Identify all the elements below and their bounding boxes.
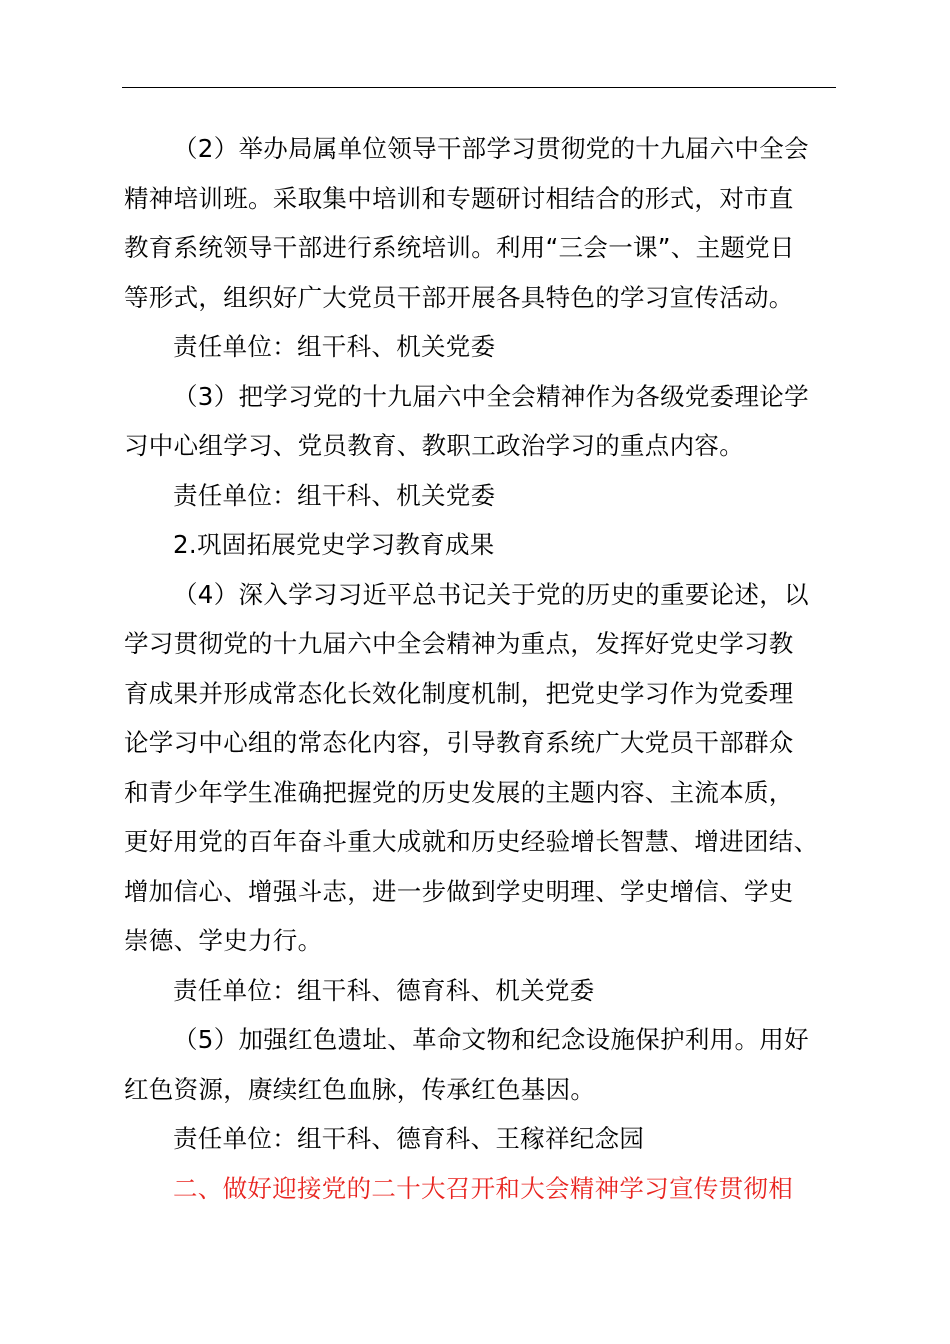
- paragraph-item-5: [124, 1015, 836, 1114]
- text-line: 崇德、学史力行。: [124, 926, 323, 955]
- text-line: 责任单位：组干科、德育科、机关党委: [173, 975, 595, 1005]
- text-line: 和青少年学生准确把握党的历史发展的主题内容、主流本质，: [124, 777, 794, 807]
- text-line: 责任单位：组干科、机关党委: [173, 332, 496, 361]
- text-line: 习中心组学习、党员教育、教职工政治学习的重点内容。: [124, 431, 744, 460]
- paragraph-item-2: [124, 124, 836, 322]
- text-line: 2.巩固拓展党史学习教育成果: [173, 530, 495, 559]
- text-line: （2）举办局属单位领导干部学习贯彻党的十九届六中全会: [173, 134, 809, 163]
- subheading: [124, 520, 836, 570]
- paragraph-item-3: [124, 372, 836, 471]
- header-rule: [122, 87, 836, 88]
- responsibility-line: [124, 1114, 836, 1164]
- text-line: 责任单位：组干科、机关党委: [173, 480, 496, 510]
- document-body: [124, 124, 836, 1213]
- text-line: 更好用党的百年奋斗重大成就和历史经验增长智慧、增进团结、: [124, 827, 819, 856]
- text-line: 责任单位：组干科、德育科、王稼祥纪念园: [173, 1124, 645, 1153]
- text-line: （3）把学习党的十九届六中全会精神作为各级党委理论学: [173, 381, 809, 411]
- paragraph-item-4: [124, 570, 836, 966]
- text-line: 教育系统领导干部进行系统培训。利用“三会一课”、主题党日: [124, 233, 795, 262]
- responsibility-line: [124, 471, 836, 521]
- responsibility-line: [124, 322, 836, 372]
- text-line: 育成果并形成常态化长效化制度机制，把党史学习作为党委理: [124, 678, 794, 708]
- text-line: 学习贯彻党的十九届六中全会精神为重点，发挥好党史学习教: [124, 629, 794, 658]
- text-line: 精神培训班。采取集中培训和专题研讨相结合的形式，对市直: [124, 183, 794, 213]
- text-line: 二、做好迎接党的二十大召开和大会精神学习宣传贯彻相: [173, 1173, 793, 1203]
- text-line: 增加信心、增强斗志，进一步做到学史明理、学史增信、学史: [124, 876, 794, 906]
- text-line: （5）加强红色遗址、革命文物和纪念设施保护利用。用好: [173, 1025, 809, 1054]
- text-line: 红色资源，赓续红色血脉，传承红色基因。: [124, 1074, 596, 1104]
- text-line: 论学习中心组的常态化内容，引导教育系统广大党员干部群众: [124, 728, 794, 757]
- text-line: 等形式，组织好广大党员干部开展各具特色的学习宣传活动。: [124, 282, 794, 312]
- responsibility-line: [124, 966, 836, 1016]
- text-line: （4）深入学习习近平总书记关于党的历史的重要论述，以: [173, 579, 809, 609]
- section-heading: [124, 1164, 836, 1214]
